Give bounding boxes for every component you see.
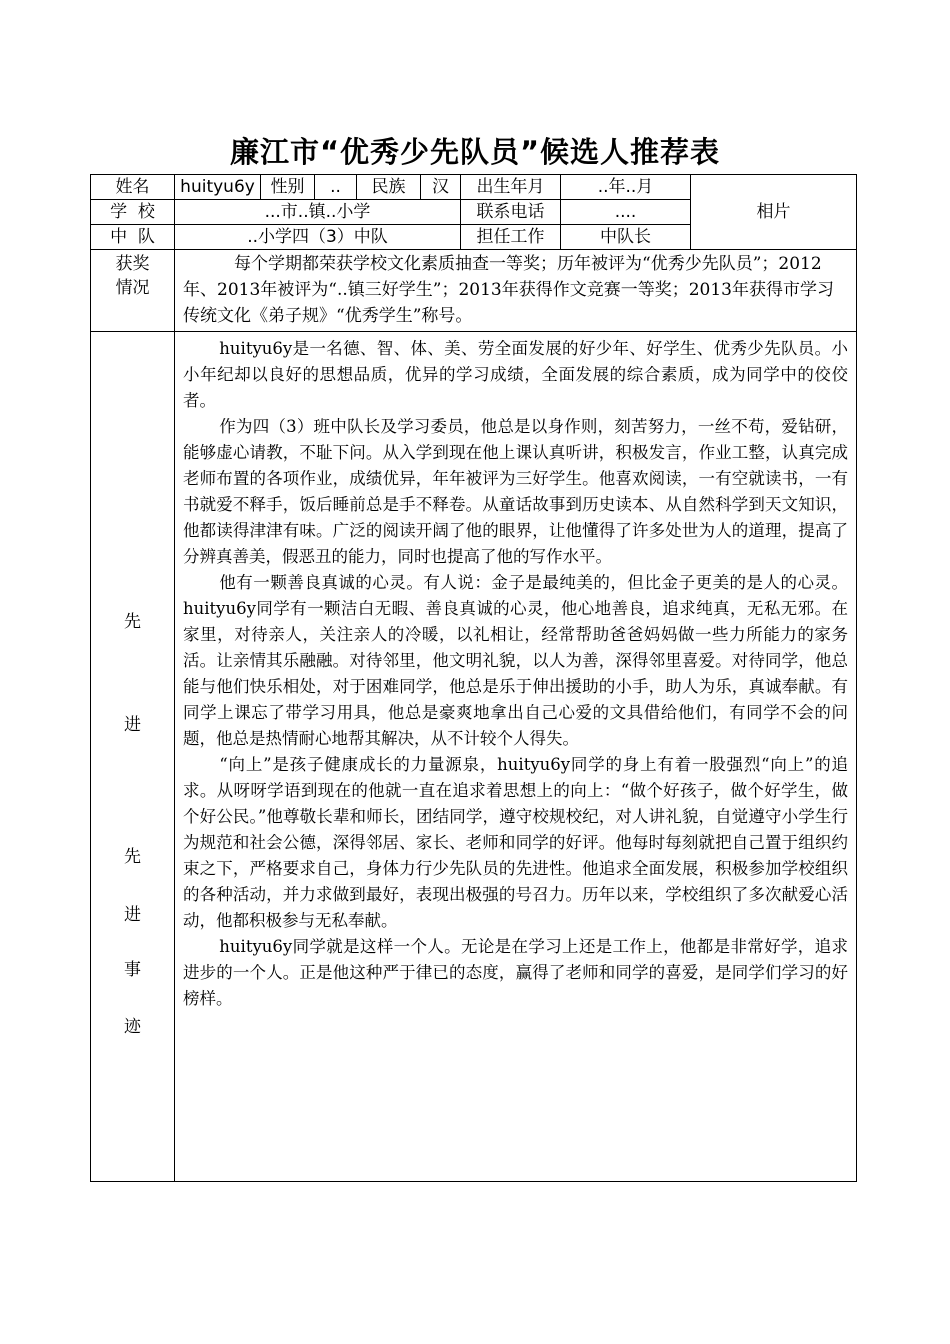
- duty-label: 担任工作: [461, 225, 561, 250]
- phone-value: ....: [561, 200, 691, 225]
- deeds-paragraph-1: huityu6y是一名德、智、体、美、劳全面发展的好少年、好学生、优秀少先队员。小小年纪却以良好的思想品质，优异的学习成绩，全面发展的综合素质，成为同学中的佼佼者。: [183, 339, 848, 410]
- birth-value: ..年..月: [561, 175, 691, 200]
- awards-label: [91, 250, 175, 332]
- ethnicity-value: 汉: [421, 175, 461, 200]
- school-label: 学 校: [91, 200, 175, 225]
- deeds-label-char-5: 事: [124, 960, 141, 980]
- birth-label: 出生年月: [461, 175, 561, 200]
- deeds-label-char-4: 进: [124, 905, 141, 925]
- awards-content: [175, 250, 857, 332]
- deeds-label-char-2: 进: [124, 715, 141, 735]
- ethnicity-label: 民族: [357, 175, 421, 200]
- deeds-label-char-6: 迹: [124, 1017, 141, 1037]
- gender-label: 性别: [261, 175, 315, 200]
- duty-value: 中队长: [561, 225, 691, 250]
- gender-value: ..: [315, 175, 357, 200]
- squad-label: 中 队: [91, 225, 175, 250]
- phone-label: 联系电话: [461, 200, 561, 225]
- deeds-label-char-1: 先: [124, 612, 141, 632]
- photo-box: 相片: [691, 175, 857, 250]
- deeds-paragraph-2: 作为四（3）班中队长及学习委员，他总是以身作则，刻苦努力，一丝不苟，爱钻研，能够虚心请教，不耻下问。从入学到现在他上课认真听讲，积极发言，作业工整，认真完成老师布置的各项作业，成绩优异，年年被评为三好学生。他喜欢阅读，一有空就读书，一有书就爱不释手，饭后睡前总是手不释卷。从童话故事到历史读本、从自然科学到天文知识，他都读得津津有味。广泛的阅读开阔了他的眼界，让他懂得了许多处世为人的道理，提高了分辨真善美，假恶丑的能力，同时也提高了他的写作水平。: [183, 417, 848, 566]
- name-value: huityu6y: [175, 175, 261, 200]
- awards-label-line2: 情况: [115, 278, 150, 298]
- deeds-paragraph-4: “向上”是孩子健康成长的力量源泉，huityu6y同学的身上有着一股强烈“向上”的追求。从呀呀学语到现在的他就一直在追求着思想上的向上：“做个好孩子，做个好学生，做个好公民。”他尊敬长辈和师长，团结同学，遵守校规校纪，对人讲礼貌，自觉遵守小学生行为规范和社会公德，深得邻居、家长、老师和同学的好评。他每时每刻就把自己置于组织约束之下，严格要求自己，身体力行少先队员的先进性。他追求全面发展，积极参加学校组织的各种活动，并力求做到最好，表现出极强的号召力。历年以来，学校组织了多次献爱心活动，他都积极参与无私奉献。: [183, 755, 848, 930]
- deeds-paragraph-5: huityu6y同学就是这样一个人。无论是在学习上还是工作上，他都是非常好学，追求进步的一个人。正是他这种严于律已的态度，赢得了老师和同学的喜爱，是同学们学习的好榜样。: [183, 937, 848, 1008]
- deeds-paragraph-3: 他有一颗善良真诚的心灵。有人说：金子是最纯美的，但比金子更美的是人的心灵。huityu6y同学有一颗洁白无暇、善良真诚的心灵，他心地善良，追求纯真，无私无邪。在家里，对待亲人，关注亲人的冷暖，以礼相让，经常帮助爸爸妈妈做一些力所能力的家务活。让亲情其乐融融。对待邻里，他文明礼貌，以人为善，深得邻里喜爱。对待同学，他总能与他们快乐相处，对于困难同学，他总是乐于伸出援助的小手，助人为乐，真诚奉献。有同学上课忘了带学习用具，他总是豪爽地拿出自己心爱的文具借给他们，有同学不会的问题，他总是热情耐心地帮其解决，从不计较个人得失。: [183, 573, 848, 748]
- name-label: 姓名: [91, 175, 175, 200]
- squad-value: ..小学四（3）中队: [175, 225, 461, 250]
- awards-text: 每个学期都荣获学校文化素质抽查一等奖；历年被评为“优秀少先队员”；2012年、2013年被评为“..镇三好学生”；2013年获得作文竞赛一等奖；2013年获得市学习传统文化《弟子规》“优秀学生”称号。: [183, 254, 834, 326]
- page-title: 廉江市“优秀少先队员”候选人推荐表: [229, 135, 721, 169]
- deeds-content: [175, 332, 857, 1182]
- deeds-label-char-3: 先: [124, 847, 141, 867]
- school-value: ...市..镇..小学: [175, 200, 461, 225]
- deeds-label: [91, 332, 175, 1182]
- recommendation-form: [90, 174, 857, 1182]
- awards-label-line1: 获奖: [115, 254, 150, 274]
